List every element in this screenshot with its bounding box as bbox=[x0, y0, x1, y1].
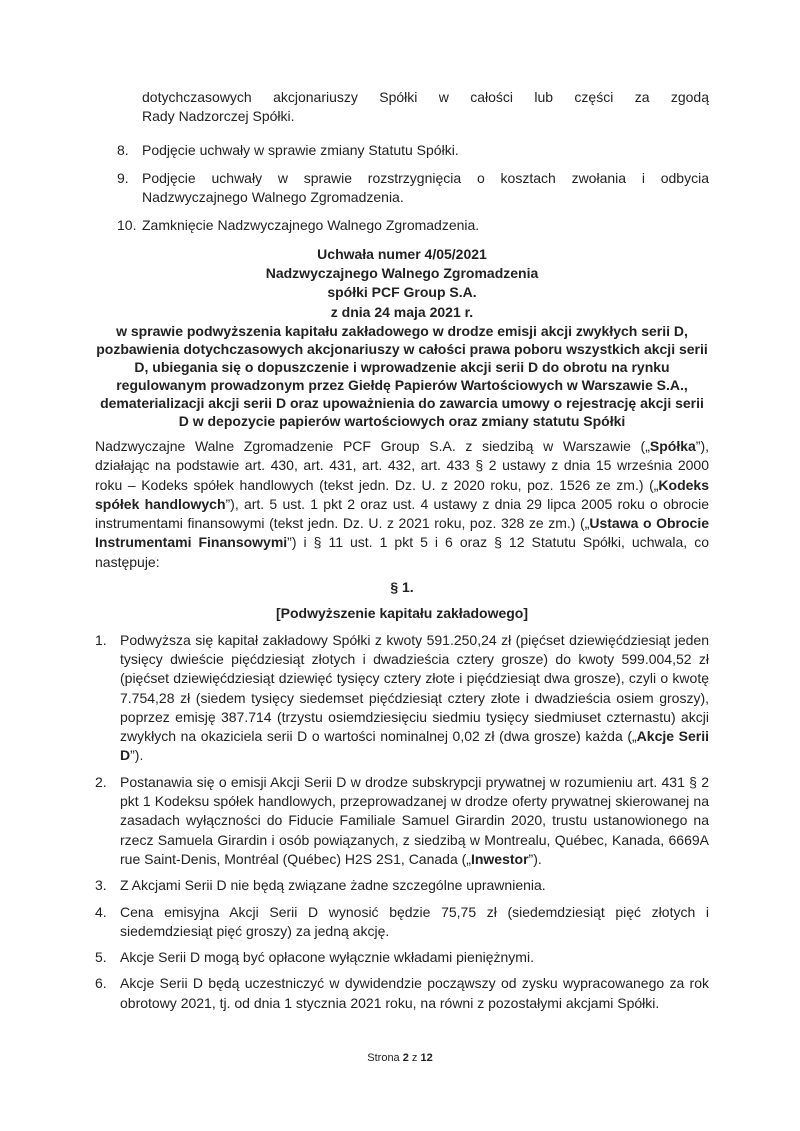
resolution-title-line-2: Nadzwyczajnego Walnego Zgromadzenia bbox=[265, 265, 539, 282]
section-1-heading: § 1. bbox=[390, 579, 414, 596]
agenda-item-8 bbox=[117, 141, 709, 160]
resolution-item-4 bbox=[95, 903, 709, 942]
agenda-item-text: Podjęcie uchwały w sprawie rozstrzygnięcia o kosztach zwołania i odbycia Nadzwyczajnego Walnego Zgromadzenia. bbox=[142, 169, 709, 206]
agenda-item-number: 9. bbox=[117, 169, 129, 186]
agenda-item-number: 10. bbox=[117, 217, 137, 234]
agenda-item-number: 8. bbox=[117, 141, 129, 158]
resolution-item-text: Akcje Serii D będą uczestniczyć w dywidendzie począwszy od zysku wypracowanego za rok obrotowy 2021, tj. od dnia 1 stycznia 2021 roku, na równi z pozostałymi akcjami Spółki. bbox=[120, 975, 709, 1011]
resolution-item-2 bbox=[95, 773, 709, 869]
resolution-title bbox=[95, 245, 709, 322]
resolution-item-text: Podwyższa się kapitał zakładowy Spółki z kwoty 591.250,24 zł (pięćset dziewięćdziesiąt jeden tysięcy dwieście pięćdziesiąt złotych i dwadzieścia cztery grosze) do kwoty 599.004,52 zł (pięćset dziewięćdziesiąt dziewięć tysięcy cztery złote i pięćdziesiąt dwa grosze), czyli o kwotę 7.754,28 zł (siedem tysięcy siedemset pięćdziesiąt cztery złote i dwadzieścia osiem groszy), poprzez emisję 387.714 (trzystu osiemdziesięciu siedmiu tysięcy siedmiuset czternastu) akcji zwykłych na okaziciela serii D o wartości nominalnej 0,02 zł (dwa grosze) każda („Akcje Serii D”). bbox=[120, 631, 709, 764]
agenda-continuation-line-1: dotychczasowych akcjonariuszy Spółki w całości lub części za zgodą bbox=[142, 89, 709, 105]
resolution-item-number: 5. bbox=[95, 949, 107, 966]
resolution-preamble: Nadzwyczajne Walne Zgromadzenie PCF Group S.A. z siedzibą w Warszawie („Spółka”), działając na podstawie art. 430, art. 431, art. 432, art. 433 § 2 ustawy z dnia 15 września 2000 roku – Kodeks spółek handlowych (tekst jedn. Dz. U. z 2020 roku, poz. 1526 ze zm.) („Kodeks spółek handlowych”), art. 5 ust. 1 pkt 2 oraz ust. 4 ustawy z dnia 29 lipca 2005 roku o obrocie instrumentami finansowymi (tekst jedn. Dz. U. z 2021 roku, poz. 328 ze zm.) („Ustawa o Obrocie Instrumentami Finansowymi”) i § 11 ust. 1 pkt 5 i 6 oraz § 12 Statutu Spółki, uchwala, co następuje: bbox=[95, 437, 709, 570]
section-1-subheading: [Podwyższenie kapitału zakładowego] bbox=[275, 605, 529, 622]
resolution-item-text: Akcje Serii D mogą być opłacone wyłącznie wkładami pieniężnymi. bbox=[120, 949, 534, 966]
resolution-item-number: 1. bbox=[95, 631, 107, 648]
resolution-item-number: 4. bbox=[95, 903, 107, 920]
resolution-title-line-3: spółki PCF Group S.A. bbox=[327, 284, 477, 301]
resolution-item-1 bbox=[95, 631, 709, 766]
agenda-item-9 bbox=[117, 169, 709, 208]
resolution-item-text: Cena emisyjna Akcji Serii D wynosić będzie 75,75 zł (siedemdziesiąt pięć złotych i siedemdziesiąt pięć groszy) za jedną akcję. bbox=[120, 903, 709, 939]
resolution-item-text: Postanawia się o emisji Akcji Serii D w drodze subskrypcji prywatnej w rozumieniu art. 431 § 2 pkt 1 Kodeksu spółek handlowych, przeprowadzanej w drodze oferty prywatnej skierowanej na zasadach wyłączności do Fiducie Familiale Samuel Girardin 2020, trustu ustanowionego na rzecz Samuela Girardin i osób powiązanych, z siedzibą w Montrealu, Québec, Kanada, 6669A rue Saint-Denis, Montréal (Québec) H2S 2S1, Canada („Inwestor”). bbox=[120, 773, 709, 867]
resolution-item-text: Z Akcjami Serii D nie będą związane żadne szczególne uprawnienia. bbox=[120, 877, 546, 894]
resolution-item-number: 3. bbox=[95, 877, 107, 894]
resolution-item-6 bbox=[95, 974, 709, 1013]
agenda-item-10 bbox=[117, 216, 709, 235]
resolution-item-number: 2. bbox=[95, 773, 107, 790]
resolution-title-line-1: Uchwała numer 4/05/2021 bbox=[317, 245, 487, 262]
resolution-subject: w sprawie podwyższenia kapitału zakładowego w drodze emisji akcji zwykłych serii D, pozbawienia dotychczasowych akcjonariuszy w całości prawa poboru wszystkich akcji serii D, ubiegania się o dopuszczenie i wprowadzenie akcji serii D do obrotu na rynku regulowanym prowadzonym przez Giełdę Papierów Wartościowych w Warszawie S.A., dematerializacji akcji serii D oraz upoważnienia do zawarcia umowy o rejestrację akcji serii D w depozycie papierów wartościowych oraz zmiany statutu Spółki bbox=[96, 322, 708, 429]
resolution-item-number: 6. bbox=[95, 975, 107, 992]
page-number-footer: Strona 2 z 12 bbox=[367, 1052, 433, 1064]
resolution-title-line-4: z dnia 24 maja 2021 r. bbox=[330, 303, 474, 320]
agenda-item-text: Podjęcie uchwały w sprawie zmiany Statutu Spółki. bbox=[142, 141, 459, 158]
resolution-item-5 bbox=[95, 948, 709, 967]
agenda-item-text: Zamknięcie Nadzwyczajnego Walnego Zgromadzenia. bbox=[142, 217, 480, 234]
agenda-item-7-continuation bbox=[142, 88, 709, 127]
agenda-continuation-line-2: Rady Nadzorczej Spółki. bbox=[142, 108, 295, 125]
resolution-item-3 bbox=[95, 876, 709, 895]
